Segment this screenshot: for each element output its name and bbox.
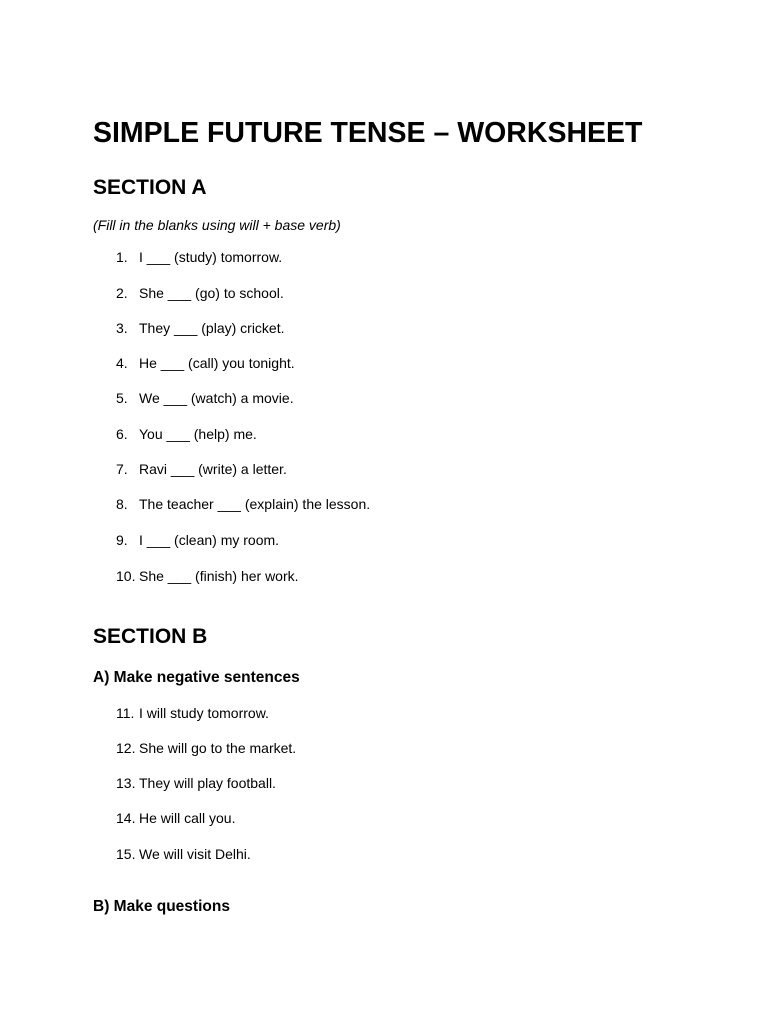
list-item bbox=[116, 354, 295, 372]
list-item bbox=[116, 425, 257, 443]
list-item bbox=[116, 460, 287, 478]
item-text: I ___ (study) tomorrow. bbox=[139, 249, 283, 265]
list-item bbox=[116, 809, 235, 827]
item-text: I ___ (clean) my room. bbox=[139, 532, 280, 548]
item-text: Ravi ___ (write) a letter. bbox=[139, 461, 287, 477]
list-item bbox=[116, 248, 282, 266]
list-item bbox=[116, 704, 269, 722]
item-text: You ___ (help) me. bbox=[139, 426, 257, 442]
item-text: They ___ (play) cricket. bbox=[139, 320, 285, 336]
item-text: The teacher ___ (explain) the lesson. bbox=[139, 496, 371, 512]
item-text: She ___ (go) to school. bbox=[139, 285, 284, 301]
list-item bbox=[116, 774, 276, 792]
item-number: 14. bbox=[116, 810, 136, 826]
item-text: She ___ (finish) her work. bbox=[139, 568, 299, 584]
list-item bbox=[116, 495, 370, 513]
item-text: They will play football. bbox=[139, 775, 276, 791]
item-text: We ___ (watch) a movie. bbox=[139, 390, 294, 406]
item-number: 12. bbox=[116, 740, 136, 756]
item-number: 15. bbox=[116, 846, 136, 862]
item-number: 9. bbox=[116, 532, 128, 548]
item-number: 8. bbox=[116, 496, 128, 512]
section-a-instruction: (Fill in the blanks using will + base verb) bbox=[93, 217, 341, 233]
item-number: 13. bbox=[116, 775, 136, 791]
list-item bbox=[116, 531, 279, 549]
section-b-heading: SECTION B bbox=[93, 625, 208, 648]
item-number: 10. bbox=[116, 568, 136, 584]
section-b-part-b-heading: B) Make questions bbox=[93, 898, 230, 915]
item-number: 2. bbox=[116, 285, 128, 301]
worksheet-title: SIMPLE FUTURE TENSE – WORKSHEET bbox=[93, 117, 643, 149]
list-item bbox=[116, 389, 294, 407]
item-text: He ___ (call) you tonight. bbox=[139, 355, 295, 371]
item-number: 11. bbox=[116, 705, 135, 721]
list-item bbox=[116, 845, 251, 863]
list-item bbox=[116, 739, 296, 757]
section-a-heading: SECTION A bbox=[93, 176, 207, 199]
list-item bbox=[116, 567, 299, 585]
item-text: I will study tomorrow. bbox=[139, 705, 269, 721]
item-text: We will visit Delhi. bbox=[139, 846, 251, 862]
list-item bbox=[116, 284, 284, 302]
item-number: 5. bbox=[116, 390, 128, 406]
item-number: 6. bbox=[116, 426, 128, 442]
section-b-part-a-heading: A) Make negative sentences bbox=[93, 669, 300, 686]
item-number: 3. bbox=[116, 320, 128, 336]
item-text: He will call you. bbox=[139, 810, 236, 826]
item-number: 7. bbox=[116, 461, 128, 477]
item-number: 4. bbox=[116, 355, 128, 371]
list-item bbox=[116, 319, 285, 337]
item-number: 1. bbox=[116, 249, 128, 265]
item-text: She will go to the market. bbox=[139, 740, 297, 756]
